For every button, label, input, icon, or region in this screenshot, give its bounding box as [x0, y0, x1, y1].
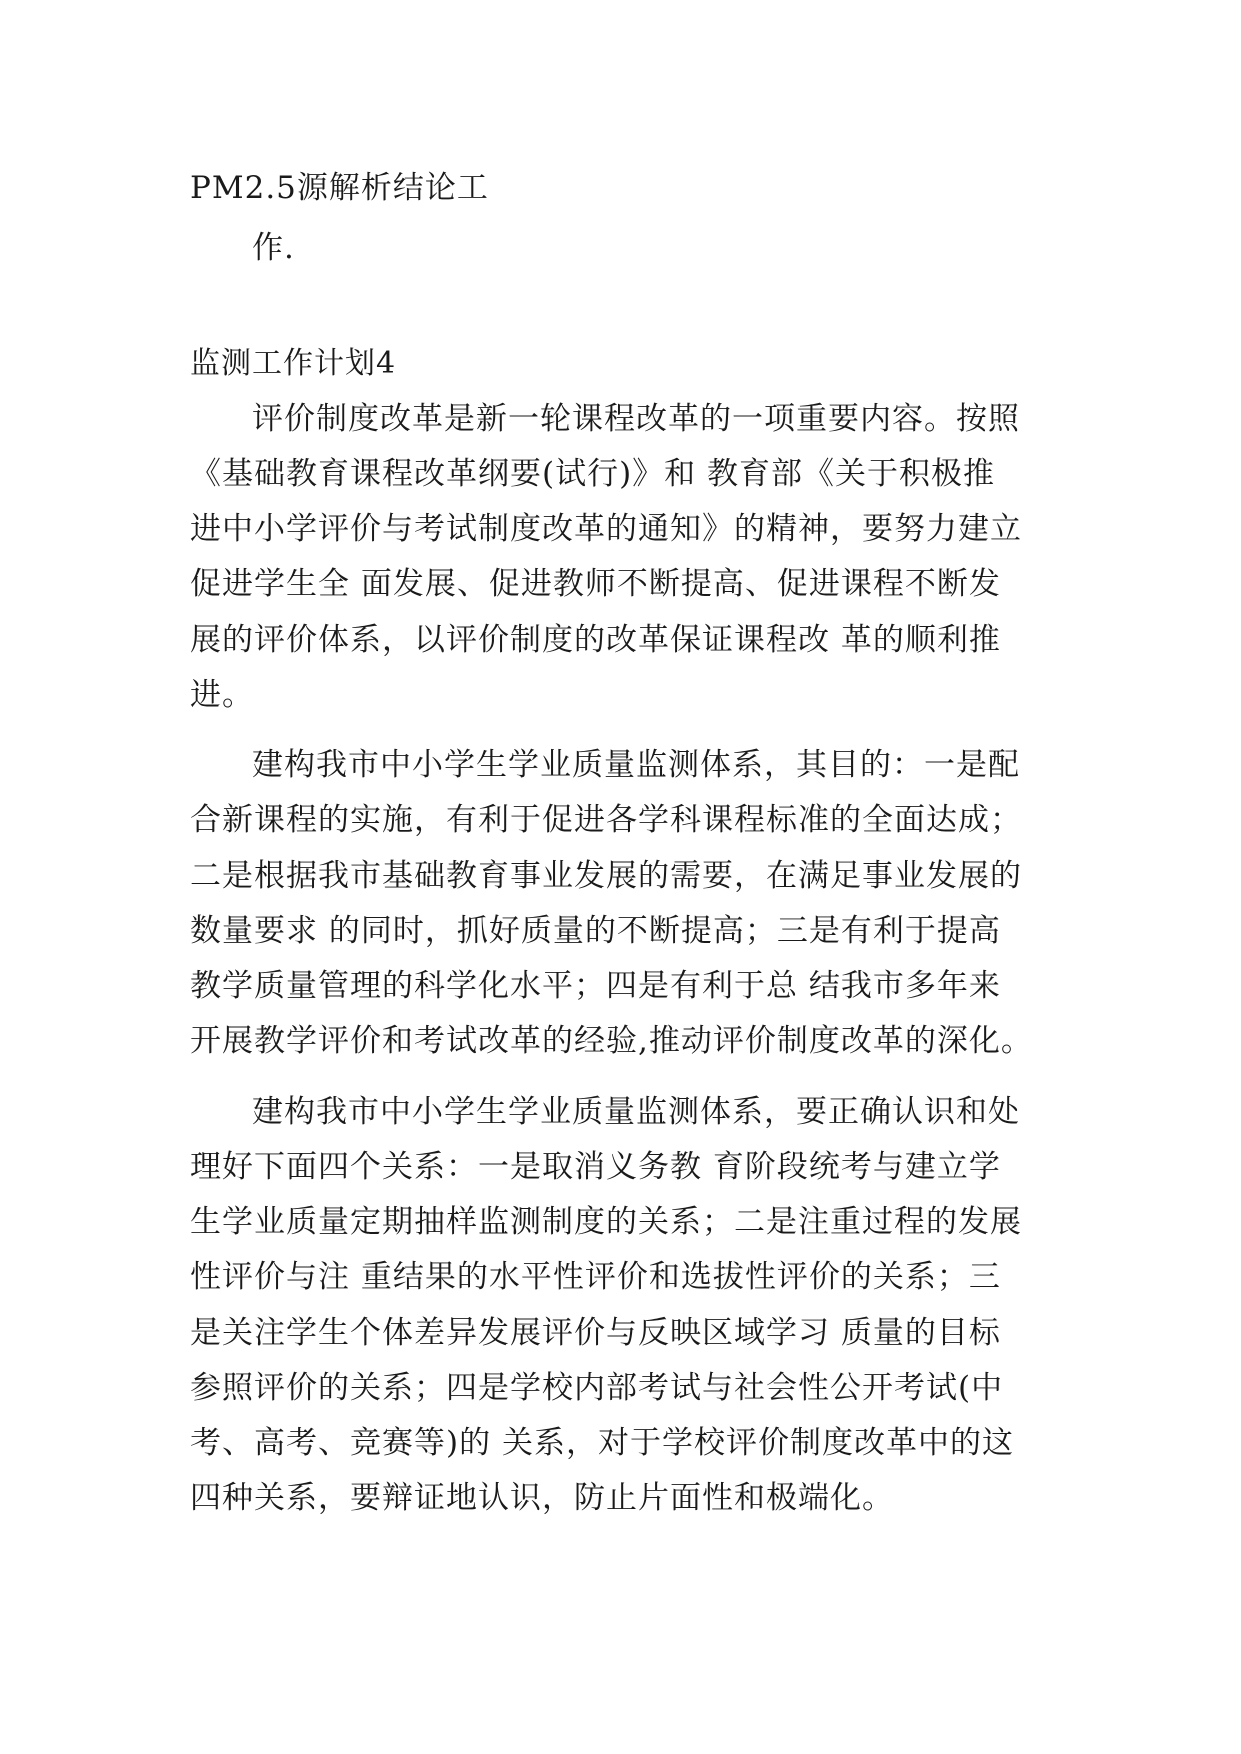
- paragraph-line: 促进学生全 面发展、促进教师不断提高、促进课程不断发: [190, 566, 1001, 602]
- paragraph-line: 参照评价的关系；四是学校内部考试与社会性公开考试(中: [190, 1370, 1004, 1406]
- paragraph-line: 是关注学生个体差异发展评价与反映区域学习 质量的目标: [190, 1315, 1001, 1351]
- paragraph-line: 教学质量管理的科学化水平；四是有利于总 结我市多年来: [190, 968, 1001, 1004]
- paragraph-line: 展的评价体系，以评价制度的改革保证课程改 革的顺利推: [190, 622, 1001, 658]
- paragraph-line: 合新课程的实施，有利于促进各学科课程标准的全面达成；: [190, 802, 1022, 838]
- paragraph-line: 生学业质量定期抽样监测制度的关系；二是注重过程的发展: [190, 1204, 1022, 1240]
- paragraph-line: 开展教学评价和考试改革的经验,推动评价制度改革的深化。: [190, 1023, 1033, 1059]
- paragraph-line: 数量要求 的同时，抓好质量的不断提高；三是有利于提高: [190, 913, 1001, 949]
- paragraph-line: 考、高考、竞赛等)的 关系，对于学校评价制度改革中的这: [190, 1425, 1014, 1461]
- paragraph-line: 评价制度改革是新一轮课程改革的一项重要内容。按照: [252, 401, 1020, 437]
- paragraph-line: 进中小学评价与考试制度改革的通知》的精神，要努力建立: [190, 511, 1022, 547]
- paragraph-line: 《基础教育课程改革纲要(试行)》和 教育部《关于积极推: [190, 456, 996, 492]
- paragraph-line: 理好下面四个关系：一是取消义务教 育阶段统考与建立学: [190, 1149, 1001, 1185]
- section-title: 监测工作计划4: [190, 346, 397, 381]
- paragraph-line: 四种关系，要辩证地认识，防止片面性和极端化。: [190, 1480, 894, 1516]
- fragment-line-1: PM2.5源解析结论工: [190, 170, 489, 206]
- paragraph-line: 二是根据我市基础教育事业发展的需要，在满足事业发展的: [190, 858, 1022, 894]
- paragraph-line: 建构我市中小学生学业质量监测体系，其目的：一是配: [252, 747, 1020, 783]
- fragment-line-2: 作.: [252, 230, 295, 266]
- paragraph-line: 性评价与注 重结果的水平性评价和选拔性评价的关系；三: [190, 1259, 1001, 1295]
- paragraph-line: 建构我市中小学生学业质量监测体系，要正确认识和处: [252, 1094, 1020, 1130]
- paragraph-line: 进。: [190, 677, 254, 713]
